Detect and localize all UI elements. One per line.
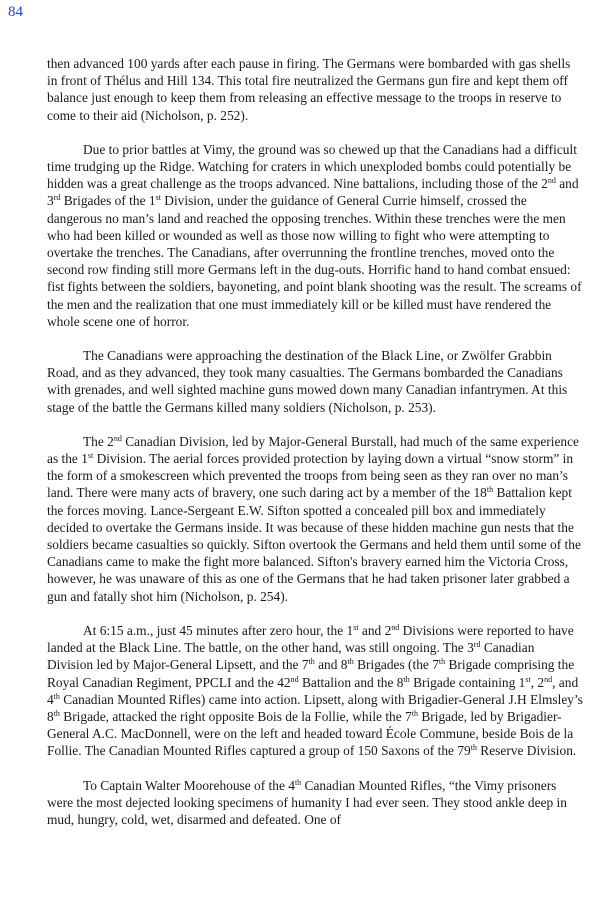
text-run: Brigade, attacked the right opposite Bois de la Follie, while the 7	[59, 708, 412, 724]
text-run: Canadian Division led by Major-General Lipsett, and the 7	[47, 640, 535, 673]
text-run: Canadian Division, led by Major-General Burstall, had much of the same experience as the 1	[47, 433, 579, 467]
text-run: Brigades of the 1	[60, 193, 156, 209]
ordinal-suffix: th	[53, 691, 60, 701]
text-run: then advanced 100 yards after each pause in firing. The Germans were bombarded with gas shells in front of Thélus and Hill 134. This total fire neutralized the Germans gun fire and kept them off balance just enough to keep them from releasing an effective message to the troops in reserve to come to their aid (Nicholson, p. 252).	[47, 56, 571, 123]
text-run: , 2	[530, 674, 545, 690]
text-run: Canadian Mounted Rifles) came into action. Lipsett, along with Brigadier-General J.H Elmsley’s 8	[47, 691, 583, 724]
paragraph	[47, 433, 583, 605]
page-body	[47, 55, 583, 845]
paragraph	[47, 55, 583, 124]
ordinal-suffix: st	[87, 451, 94, 461]
text-run: At 6:15 a.m., just 45 minutes after zero hour, the 1	[83, 622, 354, 638]
text-run: and 8	[314, 657, 348, 673]
ordinal-suffix: nd	[544, 674, 553, 684]
text-run: Brigade comprising the Royal Canadian Regiment, PPCLI and the 42	[47, 657, 575, 690]
ordinal-suffix: nd	[391, 622, 400, 632]
text-run: and 2	[358, 622, 392, 638]
text-run: Canadian Mounted Rifles, “the Vimy prisoners were the most dejected looking specimens of humanity I had ever seen. They stood ankle deep in mud, hungry, cold, wet, disarmed and defeated. One of	[47, 777, 567, 827]
text-run: , and 4	[47, 674, 579, 707]
paragraph	[47, 347, 583, 416]
text-run: Brigade containing 1	[409, 674, 526, 690]
ordinal-suffix: th	[470, 743, 477, 753]
paragraph	[47, 141, 583, 330]
text-run: The Canadians were approaching the destination of the Black Line, or Zwölfer Grabbin Road, and as they advanced, they took many casualties. The Germans bombarded the Canadians with grenades, and well sighted machine guns mowed down many Canadian infantrymen. At this stage of the battle the Germans killed many soldiers (Nicholson, p. 253).	[47, 348, 568, 415]
paragraph	[47, 622, 583, 760]
ordinal-suffix: nd	[290, 674, 299, 684]
ordinal-suffix: st	[353, 622, 359, 632]
ordinal-suffix: th	[294, 777, 302, 787]
ordinal-suffix: th	[347, 657, 354, 667]
ordinal-suffix: st	[525, 674, 531, 684]
ordinal-suffix: th	[403, 674, 410, 684]
ordinal-suffix: st	[155, 193, 161, 203]
text-run: Division. The aerial forces provided protection by laying down a virtual “snow storm” in the form of a smokescreen which prevented the troops from being seen as they ran over no man’s land. There were many acts of bravery, one such daring act by a member of the 18	[47, 451, 574, 501]
ordinal-suffix: rd	[53, 193, 61, 203]
ordinal-suffix: nd	[547, 176, 556, 186]
ordinal-suffix: rd	[473, 640, 481, 650]
ordinal-suffix: th	[53, 708, 60, 718]
paragraph	[47, 777, 583, 829]
ordinal-suffix: th	[411, 708, 418, 718]
ordinal-suffix: th	[308, 657, 315, 667]
text-run: Brigade, led by Brigadier-General A.C. MacDonnell, were on the left and headed toward École Commune, beside Bois de la Follie. The Canadian Mounted Rifles captured a group of 150 Saxons of the 79	[47, 708, 574, 759]
text-run: Brigades (the 7	[353, 657, 439, 673]
text-run: Divisions were reported to have landed at the Black Line. The battle, on the other hand, was still ongoing. The 3	[47, 622, 574, 656]
text-run: The 2	[83, 433, 114, 449]
ordinal-suffix: th	[438, 657, 446, 667]
text-run: To Captain Walter Moorehouse of the 4	[83, 777, 295, 793]
page-number: 84	[8, 4, 23, 20]
text-run: Division, under the guidance of General Currie himself, crossed the dangerous no man’s land and reached the opposing trenches. Within these trenches were the men who had been killed or wounded as well as those now willing to fight who were attempting to overtake the trenches. The Canadians, after overrunning the frontline trenches, moved onto the second row finding still more Germans left in the dug-outs. Horrific hand to hand combat ensued: fist fights between the soldiers, bayoneting, and point blank shooting was the result. The screams of the men and the realization that one must immediately kill or be killed must have rendered the whole scene one of horror.	[47, 193, 582, 329]
text-run: Due to prior battles at Vimy, the ground was so chewed up that the Canadians had a difficult time trudging up the Ridge. Watching for craters in which unexploded bombs could potentially be hidden was a great challenge as the troops advanced. Nine battalions, including those of the 2	[47, 141, 577, 192]
text-run: and 3	[47, 176, 579, 209]
text-run: Battalion kept the forces moving. Lance-Sergeant E.W. Sifton spotted a concealed pill box and immediately decided to overtake the Germans inside. It was because of these hidden machine gun nests that the soldiers became casualties so quickly. Sifton overtook the Germans and held them until some of the Canadians came to make the fight more balanced. Sifton's bravery earned him the Victoria Cross, however, he was unaware of this as one of the Germans that he had taken prisoner later grabbed a gun and fatally shot him (Nicholson, p. 254).	[47, 485, 581, 604]
ordinal-suffix: nd	[113, 433, 122, 443]
text-run: Battalion and the 8	[298, 674, 404, 690]
text-run: Reserve Division.	[476, 743, 577, 759]
ordinal-suffix: th	[486, 485, 494, 495]
